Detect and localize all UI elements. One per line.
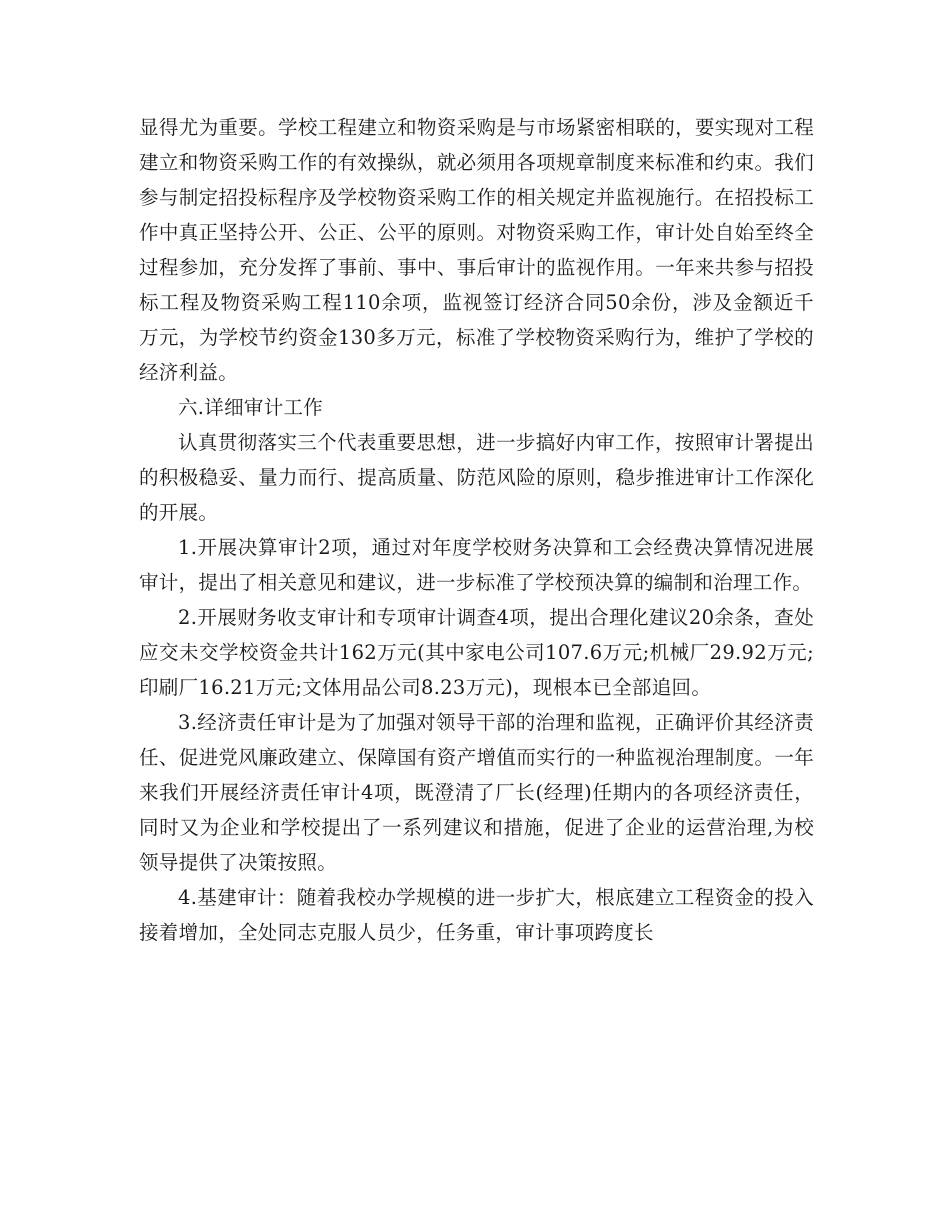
paragraph-financial-audit: 2.开展财务收支审计和专项审计调查4项，提出合理化建议20余条，查处应交未交学校资金共计162万元(其中家电公司107.6万元;机械厂29.92万元;印刷厂16.21万元;文体用品公司8.23万元)，现根本已全部追回。 (139, 606, 814, 699)
paragraph-economic-responsibility-audit: 3.经济责任审计是为了加强对领导干部的治理和监视，正确评价其经济责任、促进党风廉政建立、保障国有资产增值而实行的一种监视治理制度。一年来我们开展经济责任审计4项，既澄清了厂长(经理)任期内的各项经济责任，同时又为企业和学校提出了一系列建议和措施，促进了企业的运营治理,为校领导提供了决策按照。 (139, 711, 814, 874)
section-heading-audit-work: 六.详细审计工作 (178, 396, 324, 419)
document-body (139, 110, 814, 950)
paragraph-final-accounts-audit: 1.开展决算审计2项，通过对年度学校财务决算和工会经费决算情况进展审计，提出了相关意见和建议，进一步标准了学校预决算的编制和治理工作。 (139, 536, 814, 594)
paragraph-audit-intro: 认真贯彻落实三个代表重要思想，进一步搞好内审工作，按照审计署提出的积极稳妥、量力而行、提高质量、防范风险的原则，稳步推进审计工作深化的开展。 (139, 431, 814, 524)
paragraph-procurement-continuation: 显得尤为重要。学校工程建立和物资采购是与市场紧密相联的，要实现对工程建立和物资采购工作的有效操纵，就必须用各项规章制度来标准和约束。我们参与制定招投标程序及学校物资采购工作的相关规定并监视施行。在招投标工作中真正坚持公开、公正、公平的原则。对物资采购工作，审计处自始至终全过程参加，充分发挥了事前、事中、事后审计的监视作用。一年来共参与招投标工程及物资采购工程110余项，监视签订经济合同50余份，涉及金额近千万元，为学校节约资金130多万元，标准了学校物资采购行为，维护了学校的经济利益。 (139, 116, 814, 384)
paragraph-construction-audit: 4.基建审计：随着我校办学规模的进一步扩大，根底建立工程资金的投入接着增加，全处同志克服人员少，任务重，审计事项跨度长 (139, 886, 814, 944)
